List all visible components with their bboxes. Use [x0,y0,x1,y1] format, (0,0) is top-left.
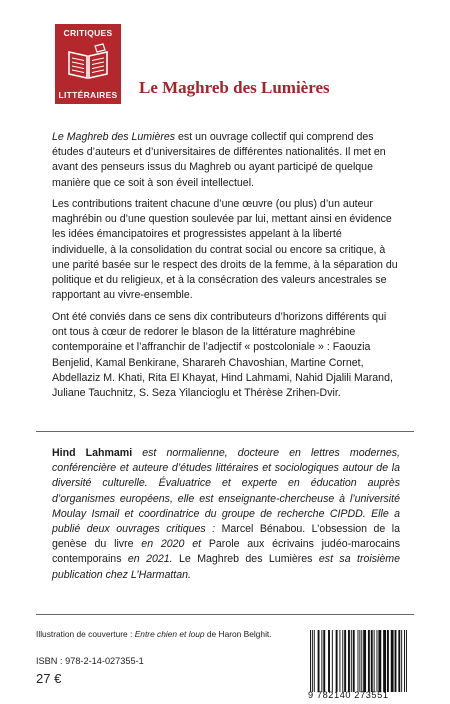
barcode-bar [332,630,333,692]
bio-text: en 2021. [121,553,180,566]
bio-text: en 2020 et [133,538,209,551]
barcode-bar [336,630,338,692]
book-reference: Marcel Bénabou. L’obsession de la genèse du livre [52,523,401,551]
barcode-bar [323,630,325,692]
bio-text: est normalienne, docteure en lettres modernes, conférencière et auteure d’études littéraires et sociologiques autour de la diversité culturelle. Évaluatrice et experte en éducation auprès d’organismes européens, elle est enseignante-chercheuse à l’université Moulay Ismail et coordinatrice du groupe de recherche CIPDD. Elle a publié deux ouvrages critiques : [52,447,400,536]
barcode-bar [401,630,402,692]
bio-text: est sa troisième publication chez L’Harmattan. [52,553,400,581]
cover-credit [36,629,272,639]
barcode-bar [368,630,370,692]
credit-suffix: de Haron Belghit. [204,629,272,639]
barcode-bar [361,630,362,692]
barcode-digits: 9 782140 273551 [308,690,389,700]
barcode [306,625,418,699]
book-reference: Le Maghreb des Lumières [179,553,313,566]
credit-work: Entre chien et loup [134,629,205,639]
italic-title: Le Maghreb des Lumières [52,131,176,143]
open-book-icon [65,42,111,82]
summary-paragraph-1 [52,130,400,191]
barcode-bar [404,630,405,692]
barcode-bar [398,630,400,692]
barcode-bar [312,630,313,692]
barcode-bar [391,630,394,692]
barcode-bar [359,630,360,692]
divider [36,431,414,432]
author-name: Hind Lahmami [52,447,133,459]
barcode-bar [348,630,350,692]
publisher-logo [55,24,121,104]
barcode-bar [387,630,389,692]
barcode-bar [351,630,352,692]
book-reference: Parole aux écrivains judéo-marocains contemporains [52,538,400,566]
barcode-bar [406,630,407,692]
barcode-bar [321,630,322,692]
credit-prefix: Illustration de couverture : [36,629,135,639]
barcode-bar [339,630,340,692]
summary-text: est un ouvrage collectif qui comprend des études d’auteurs et d’universitaires de différentes nationalités. Il met en avant des penseurs issus du Maghreb ou ayant participé de quelque manière que ce soit à son éveil intellectuel. [52,131,386,189]
barcode-bar [374,630,375,692]
barcode-bar [353,630,355,692]
price: 27 € [36,671,62,686]
barcode-bar [314,630,315,692]
barcode-bar [344,630,346,692]
barcode-bar [328,630,330,692]
barcode-bar [395,630,397,692]
summary-paragraph-2: Les contributions traitent chacune d’une œuvre (ou plus) d’un auteur maghrébin ou d’une question soulevée par lui, mettant ainsi en évidence les idées émancipatoires et progressistes appelant à la liberté individuelle, à la consolidation du contrat social ou encore sa critique, à une parité basée sur le respect des droits de la femme, à la séparation du politique et du religieux, et à la consécration des valeurs ancestrales se rapportant au vivre-ensemble. [52,198,398,302]
barcode-bar [371,630,373,692]
isbn: ISBN : 978-2-14-027355-1 [36,656,144,666]
barcode-bar [378,630,381,692]
divider [36,614,414,615]
logo-top-text: CRITIQUES [63,28,113,38]
barcode-bar [377,630,378,692]
barcode-bar [318,630,320,692]
barcode-bar [342,630,343,692]
barcode-bar [363,630,366,692]
book-title: Le Maghreb des Lumières [139,78,330,97]
barcode-bar [358,630,359,692]
logo-bottom-text: LITTÉRAIRES [58,90,118,100]
barcode-bar [383,630,386,692]
summary-paragraph-3: Ont été conviés dans ce sens dix contributeurs d’horizons différents qui ont tous à cœur de redorer le blason de la littérature maghrébine contemporaine et l’affranchir de l’adjectif « postcoloniale » : Faouzia Benjelid, Kamal Benkirane, Sharareh Chavoshian, Martine Cornet, Abdellaziz M. Khati, Rita El Khayat, Hind Lahmami, Nahid Djalili Marand, Juliane Tauchnitz, S. Seza Yilancioglu et Thérèse Zrihen-Dvir. [52,311,393,400]
barcode-bar [310,630,311,692]
author-bio [52,446,400,583]
